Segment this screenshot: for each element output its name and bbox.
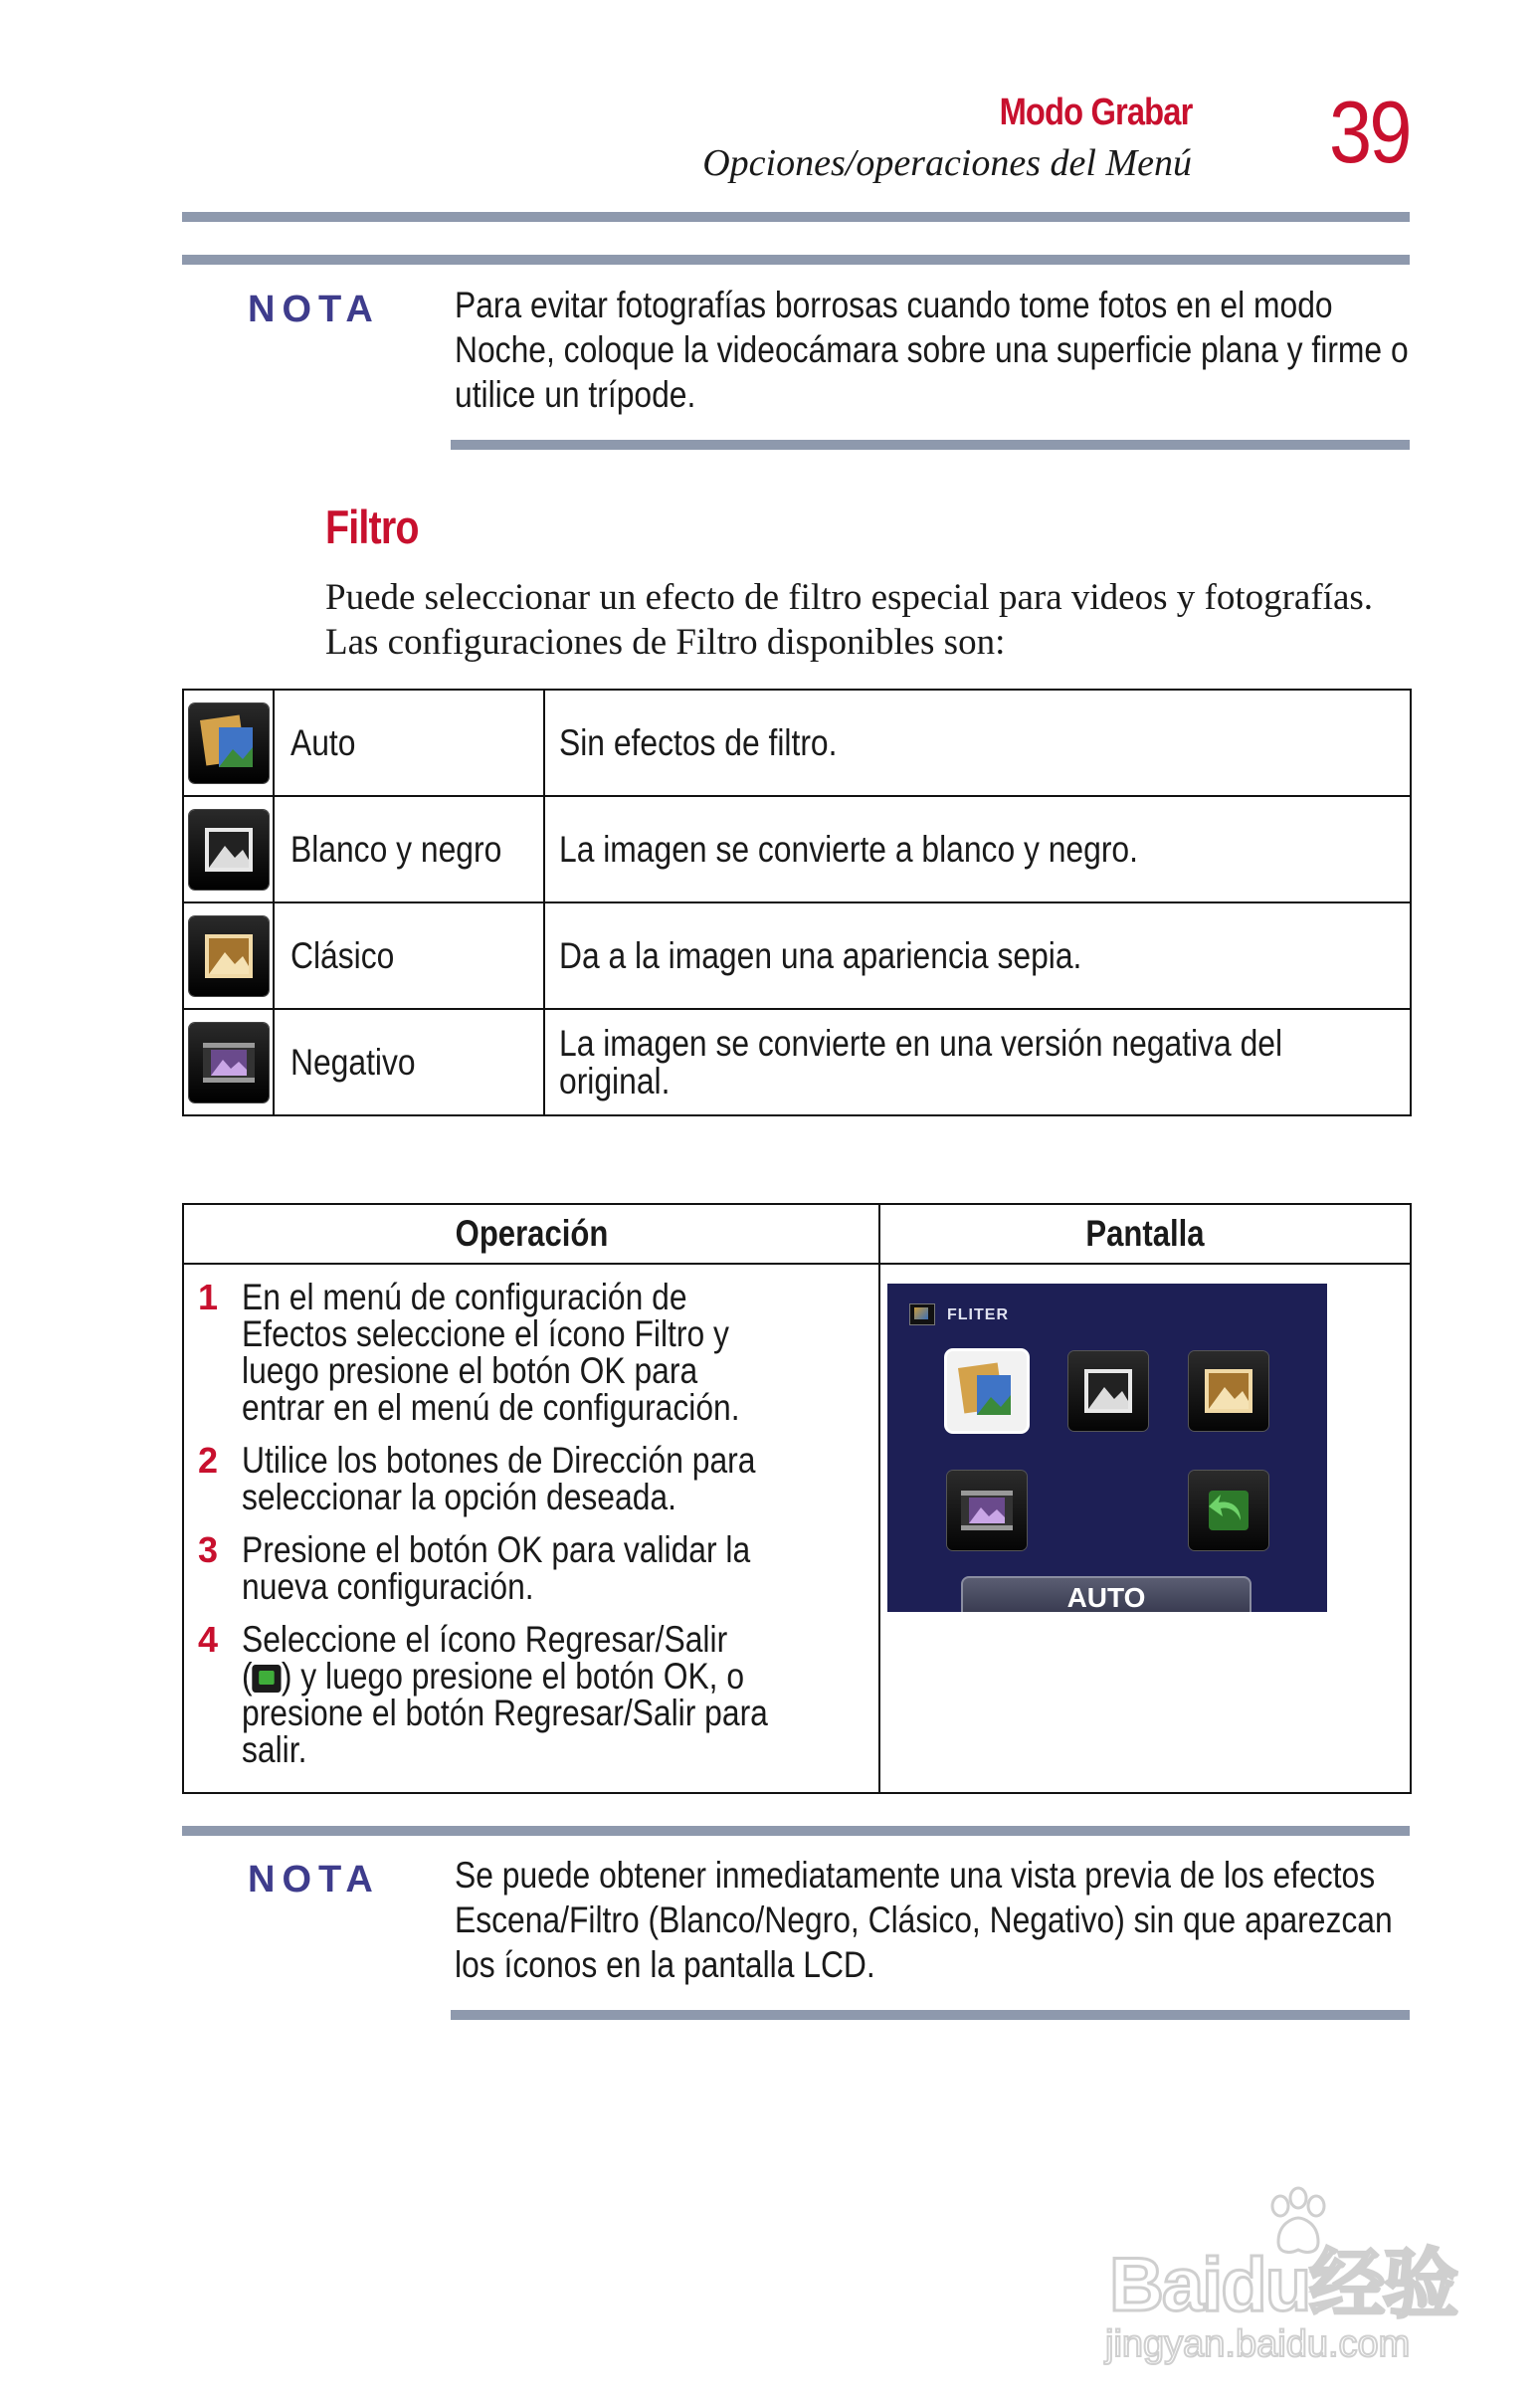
filter-name-cell [274,690,543,796]
running-header-section: Modo Grabar [999,92,1192,133]
filter-description: original. [558,1060,671,1101]
note-bottom-rule [451,440,1410,450]
filter-desc-cell [544,902,1411,1009]
watermark-brand: Baidu经验 [1109,2243,1457,2327]
table-row [183,902,1411,1009]
page-number: 39 [1329,83,1410,181]
selected-filter-label: AUTO [961,1576,1251,1612]
note-label: NOTA [248,1859,380,1900]
note-label: NOTA [248,289,380,330]
filter-name: Blanco y negro [290,828,502,870]
filter-name: Negativo [290,1041,416,1083]
lcd-screen [887,1284,1327,1612]
step-text: Presione el botón OK para validar la nueva configuración. [242,1529,751,1607]
section-title: Filtro [325,500,419,553]
filter-desc-cell [544,690,1411,796]
step-number: 3 [198,1529,219,1570]
note-bottom-rule [451,2010,1410,2020]
table-header-row [183,1204,1411,1264]
filter-auto-icon [189,703,269,783]
list-item [198,1531,878,1605]
column-header-operation: Operación [183,1204,879,1264]
watermark-url: jingyan.baidu.com [1105,2323,1411,2365]
filter-negative-icon [189,1023,269,1102]
filter-description: La imagen se convierte a blanco y negro. [558,828,1138,870]
step-list [184,1265,878,1792]
filter-desc-cell [544,1009,1411,1115]
filter-menu-icon [909,1303,935,1325]
step-number: 1 [198,1277,219,1317]
filter-description: La imagen se convierte en una versión negativa del [558,1022,1282,1064]
filter-bw-icon [189,810,269,890]
header-rule [182,212,1410,222]
filter-name-cell [274,796,543,902]
watermark [1099,2184,1467,2373]
column-header-screen: Pantalla [879,1204,1411,1264]
step-number: 4 [198,1619,219,1660]
filter-name-cell [274,902,543,1009]
filter-icon-cell [183,796,274,902]
filter-name: Auto [290,721,356,763]
filter-name-cell [274,1009,543,1115]
operation-steps-cell [183,1264,879,1793]
section-intro: Puede seleccionar un efecto de filtro especial para videos y fotografías. Las configuraciones de Filtro disponibles son: [325,577,1374,663]
filter-description: Da a la imagen una apariencia sepia. [558,934,1081,976]
filter-description: Sin efectos de filtro. [558,721,838,763]
filter-icon-cell [183,690,274,796]
step-text: Seleccione el ícono Regresar/Salir ( ) y luego presione el botón OK, o presione el botón Regresar/Salir para salir. [242,1619,768,1770]
table-row [183,796,1411,902]
table-row [183,1009,1411,1115]
filter-icon-cell [183,1009,274,1115]
step-number: 2 [198,1440,219,1481]
running-header-subtitle: Opciones/operaciones del Menú [702,142,1192,184]
list-item [198,1621,878,1768]
filter-icon-cell [183,902,274,1009]
list-item [198,1279,878,1426]
filter-negative-icon[interactable] [947,1471,1027,1550]
note-top-rule [182,1826,1410,1836]
back-icon[interactable] [1189,1471,1268,1550]
filter-table [182,689,1412,1116]
filter-name: Clásico [290,934,395,976]
filter-classic-icon [189,916,269,996]
table-row [183,690,1411,796]
screen-title: FLITER [947,1306,1009,1323]
filter-classic-icon[interactable] [1189,1351,1268,1431]
note-text: Para evitar fotografías borrosas cuando tome fotos en el modo Noche, coloque la videocámara sobre una superficie plana y firme o utilice un trípode. [455,285,1409,415]
filter-desc-cell [544,796,1411,902]
list-item [198,1442,878,1515]
filter-bw-icon[interactable] [1068,1351,1148,1431]
filter-auto-icon[interactable] [947,1351,1027,1431]
step-text: En el menú de configuración de Efectos seleccione el ícono Filtro y luego presione el botón OK para entrar en el menú de configuración. [242,1277,740,1428]
step-text: Utilice los botones de Dirección para seleccionar la opción deseada. [242,1440,756,1517]
note-top-rule [182,255,1410,265]
back-icon [253,1665,282,1693]
note-text: Se puede obtener inmediatamente una vista previa de los efectos Escena/Filtro (Blanco/Negro, Clásico, Negativo) sin que aparezcan los íconos en la pantalla LCD. [455,1855,1393,1985]
